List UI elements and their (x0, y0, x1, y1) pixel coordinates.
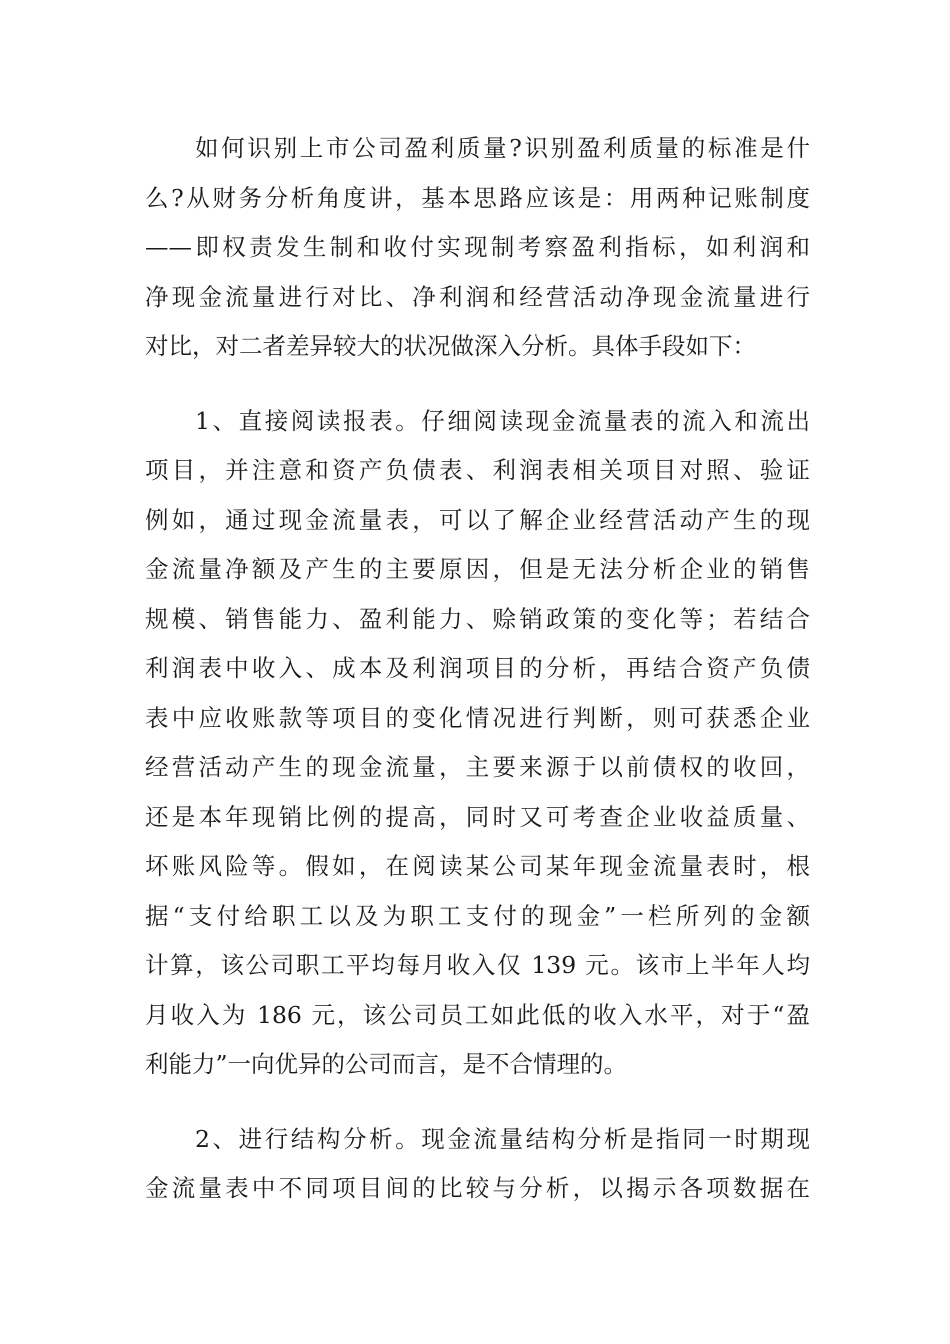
text-line: 1、直接阅读报表。仔细阅读现金流量表的流入和流出 (195, 406, 810, 435)
text-line: 如何识别上市公司盈利质量?识别盈利质量的标准是什 (195, 134, 810, 162)
text-line: 经营活动产生的现金流量，主要来源于以前债权的收回， (145, 753, 810, 781)
text-line: 利润表中收入、成本及利润项目的分析，再结合资产负债 (145, 654, 810, 682)
text-line: 据“支付给职工以及为职工支付的现金”一栏所列的金额 (145, 901, 810, 930)
text-line: 金流量表中不同项目间的比较与分析，以揭示各项数据在 (145, 1174, 810, 1202)
text-line: 月收入为 186 元，该公司员工如此低的收入水平，对于“盈 (145, 1000, 810, 1029)
document-body (145, 124, 810, 1239)
text-line: 表中应收账款等项目的变化情况进行判断，则可获悉企业 (145, 703, 810, 732)
text-line: 2、进行结构分析。现金流量结构分析是指同一时期现 (195, 1124, 810, 1153)
text-line: ——即权责发生制和收付实现制考察盈利指标，如利润和 (145, 233, 810, 261)
text-line: 计算，该公司职工平均每月收入仅 139 元。该市上半年人均 (145, 951, 810, 979)
text-line: 么?从财务分析角度讲，基本思路应该是：用两种记账制度 (145, 183, 810, 212)
text-line: 坏账风险等。假如，在阅读某公司某年现金流量表时，根 (145, 852, 810, 880)
paragraph-method-1 (145, 397, 810, 1090)
text-line: 金流量净额及产生的主要原因，但是无法分析企业的销售 (145, 555, 810, 583)
text-line: 规模、销售能力、盈利能力、赊销政策的变化等；若结合 (145, 604, 810, 633)
paragraph-method-2 (145, 1115, 810, 1214)
text-line: 还是本年现销比例的提高，同时又可考查企业收益质量、 (145, 802, 810, 831)
text-line: 对比，对二者差异较大的状况做深入分析。具体手段如下： (145, 332, 756, 360)
paragraph-intro (145, 124, 810, 372)
text-line: 利能力”一向优异的公司而言，是不合情理的。 (145, 1050, 628, 1078)
text-line: 项目，并注意和资产负债表、利润表相关项目对照、验证 (145, 456, 810, 484)
text-line: 净现金流量进行对比、净利润和经营活动净现金流量进行 (145, 282, 810, 311)
text-line: 例如，通过现金流量表，可以了解企业经营活动产生的现 (145, 505, 810, 534)
